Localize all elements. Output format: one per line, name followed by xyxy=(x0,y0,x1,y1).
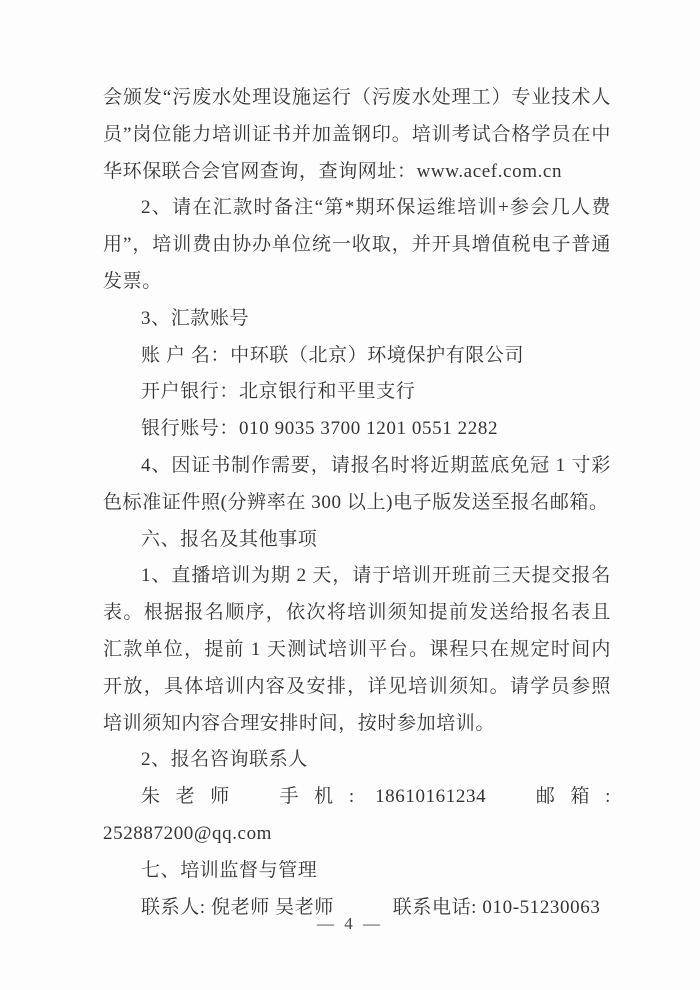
document-body xyxy=(103,80,611,926)
paragraph-training-schedule: 1、直播培训为期 2 天，请于培训开班前三天提交报名表。根据报名顺序，依次将培训须知提前发送给报名表且汇款单位，提前 1 天测试培训平台。课程只在规定时间内开放，具体培训内容及安排，详见培训须知。请学员参照培训须知内容合理安排时间，按时参加培训。 xyxy=(103,565,611,734)
paragraph-contact-zhu: 朱老师 手机: 18610161234 邮箱: 252887200@qq.com xyxy=(103,786,611,844)
paragraph-remittance-note: 2、请在汇款时备注“第*期环保运维培训+参会几人费用”，培训费由协办单位统一收取，并开具增值税电子普通发票。 xyxy=(103,197,611,292)
paragraph-bank-account-number: 银行账号：010 9035 3700 1201 0551 2282 xyxy=(141,418,499,440)
paragraph-supervision-contact: 联系人: 倪老师 吴老师 联系电话: 010-51230063 xyxy=(141,896,601,918)
paragraph-certificate-issuance: 会颁发“污废水处理设施运行（污废水处理工）专业技术人员”岗位能力培训证书并加盖钢印。培训考试合格学员在中华环保联合会官网查询，查询网址：www.acef.com.cn xyxy=(103,87,611,182)
paragraph-bank-name: 开户银行：北京银行和平里支行 xyxy=(141,381,416,403)
heading-section-six-registration: 六、报名及其他事项 xyxy=(141,528,318,550)
heading-remittance-account: 3、汇款账号 xyxy=(141,307,250,329)
heading-section-seven-supervision: 七、培训监督与管理 xyxy=(141,859,318,881)
heading-registration-contact: 2、报名咨询联系人 xyxy=(141,749,308,771)
page-number: — 4 — xyxy=(317,914,383,933)
paragraph-account-name: 账 户 名：中环联（北京）环境保护有限公司 xyxy=(141,344,525,366)
paragraph-photo-requirement: 4、因证书制作需要，请报名时将近期蓝底免冠 1 寸彩色标准证件照(分辨率在 300 以上)电子版发送至报名邮箱。 xyxy=(103,454,611,513)
